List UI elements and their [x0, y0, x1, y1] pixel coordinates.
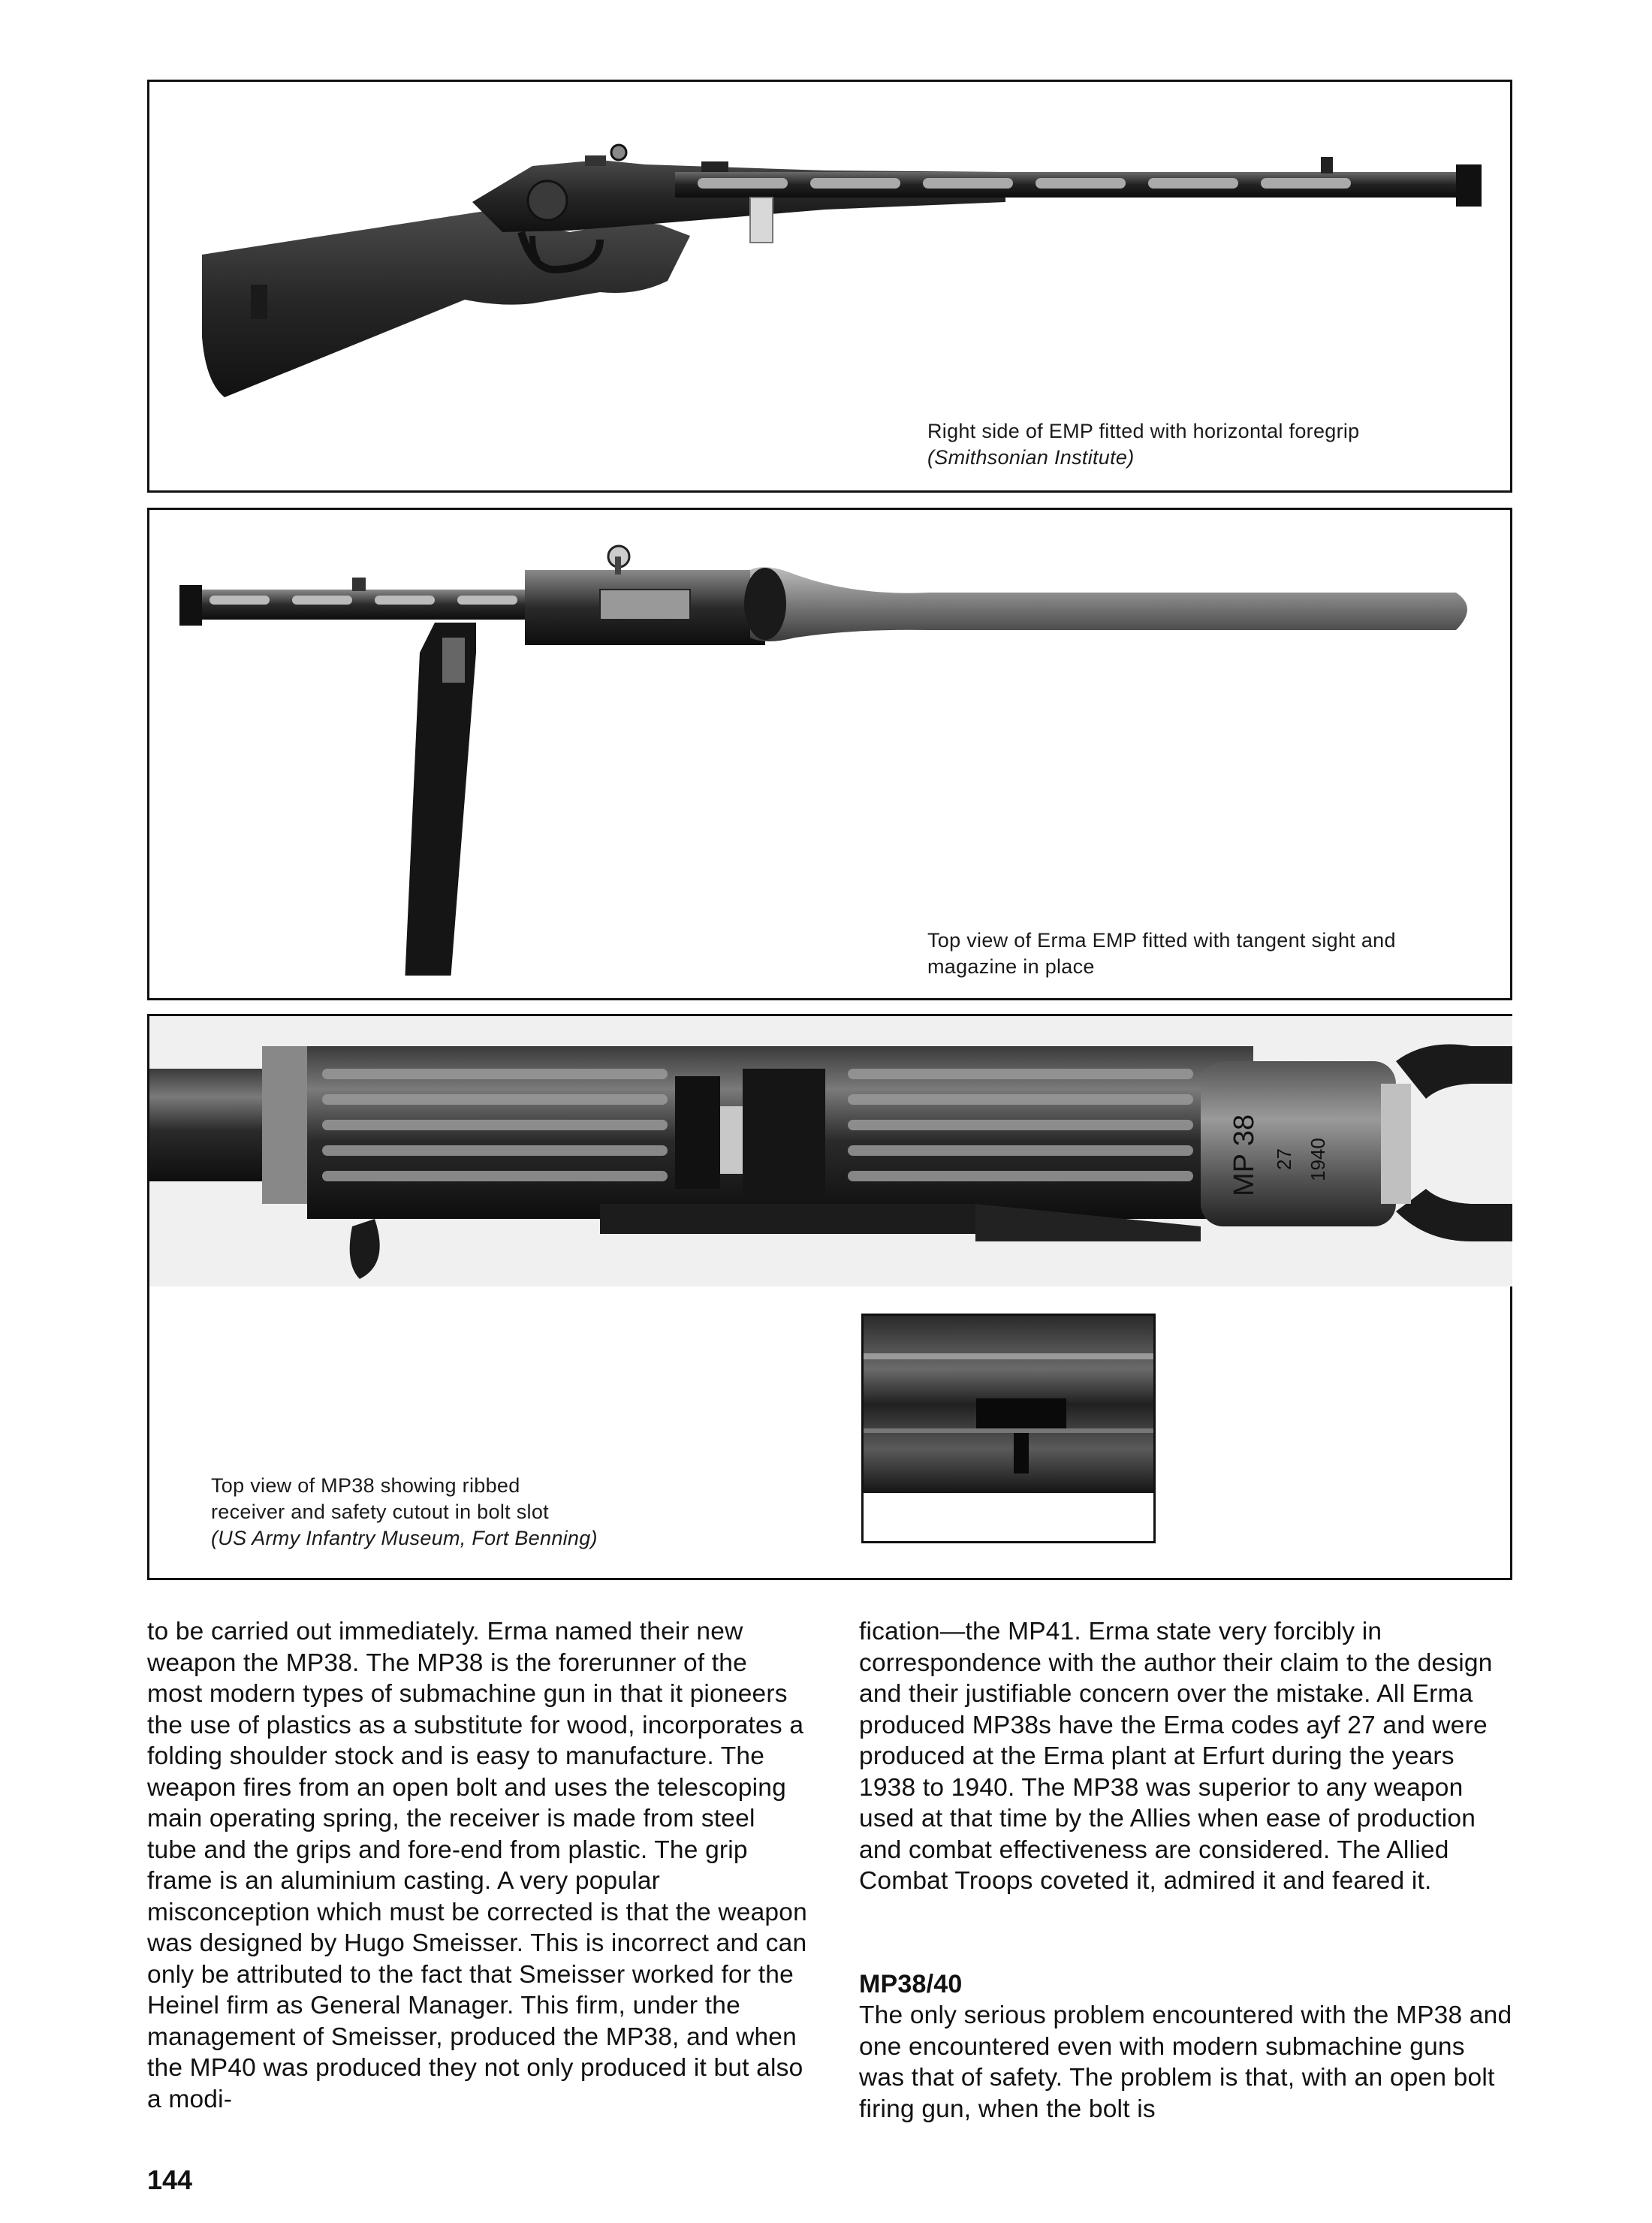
- marking-year: 1940: [1307, 1138, 1329, 1181]
- marking-code: 27: [1273, 1148, 1295, 1170]
- section-heading: MP38/40: [859, 1969, 963, 1998]
- caption-text: Top view of Erma EMP fitted with tangent sight and magazine in place: [927, 929, 1396, 978]
- page-number: 144: [147, 2164, 193, 2195]
- figure-caption: [927, 418, 1483, 471]
- emp-right-side-photo: [179, 112, 1501, 427]
- caption-line: receiver and safety cutout in bolt slot: [211, 1501, 549, 1523]
- bolt-slot-closeup-photo: [864, 1316, 1153, 1493]
- figure-emp-right-side: [147, 80, 1512, 493]
- paragraph: The only serious problem encountered with the MP38 and one encountered even with modern submachine guns was that of safety. The problem is that, with an open bolt firing gun, when the bolt is: [859, 2001, 1512, 2123]
- paragraph: fication—the MP41. Erma state very forcibly in correspondence with the author their claim to the design and their justifiable concern over the mistake. All Erma produced MP38s have the Erma codes ayf 27 and were produced at the Erma plant at Erfurt during the years 1938 to 1940. The MP38 was superior to any weapon used at that time by the Allies when ease of production and combat effectiveness are considered. The Allied Combat Troops coveted it, admired it and feared it.: [859, 1618, 1493, 1895]
- erma-emp-top-view-photo: [179, 525, 1501, 976]
- caption-text: Right side of EMP fitted with horizontal foregrip: [927, 420, 1360, 442]
- paragraph: to be carried out immediately. Erma named their new weapon the MP38. The MP38 is the forerunner of the most modern types of submachine gun in that it pioneers the use of plastics as a substitute for wood, incorporates a folding shoulder stock and is easy to manufacture. The weapon fires from an open bolt and uses the telescoping main operating spring, the receiver is made from steel tube and the grips and fore-end from plastic. The grip frame is an aluminium casting. A very popular misconception which must be corrected is that the weapon was designed by Hugo Smeisser. This is incorrect and can only be attributed to the fact that Smeisser worked for the Heinel firm as General Manager. This firm, under the management of Smeisser, produced the MP38, and when the MP40 was produced they not only produced it but also a modi-: [147, 1618, 807, 2113]
- bolt-slot-closeup-inset: [861, 1314, 1156, 1543]
- marking-model: MP 38: [1228, 1114, 1260, 1196]
- figure-mp38-top-view: [147, 1014, 1512, 1580]
- caption-credit: (US Army Infantry Museum, Fort Benning): [211, 1527, 598, 1549]
- figure-caption: [211, 1473, 692, 1552]
- text-column-left: [147, 1616, 808, 2115]
- mp38-receiver-photo: [149, 1016, 1512, 1286]
- caption-line: Top view of MP38 showing ribbed: [211, 1474, 520, 1497]
- figure-caption: [927, 928, 1483, 980]
- figure-erma-emp-top-view: [147, 508, 1512, 1000]
- text-column-right: [859, 1616, 1512, 2125]
- caption-credit: (Smithsonian Institute): [927, 446, 1135, 469]
